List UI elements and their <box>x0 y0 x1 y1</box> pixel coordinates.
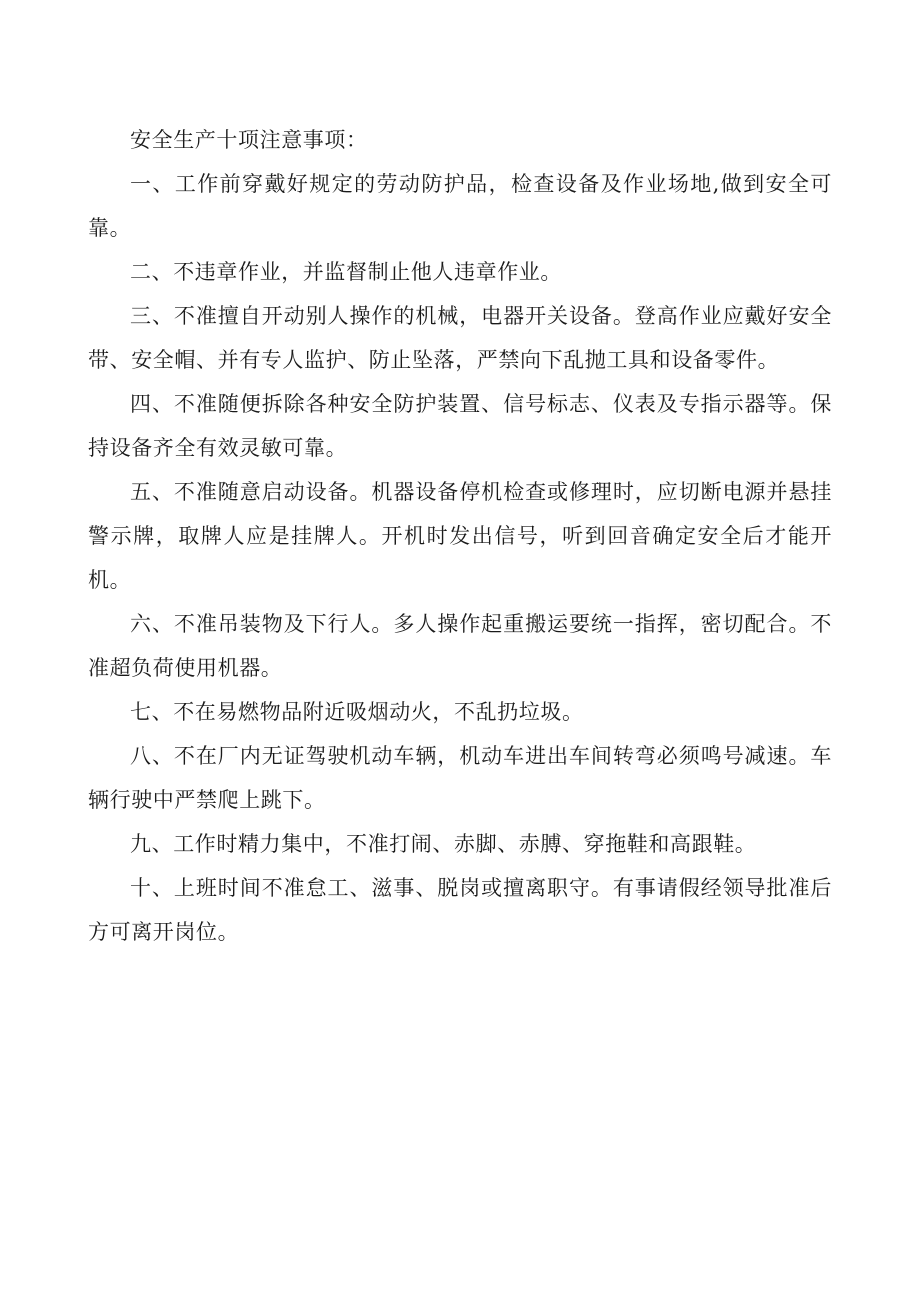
rule-item-2: 二、不违章作业，并监督制止他人违章作业。 <box>130 260 562 284</box>
rule-item-3: 三、不准擅自开动别人操作的机械，电器开关设备。登高作业应戴好安全带、安全帽、并有专人监护、防止坠落，严禁向下乱抛工具和设备零件。 <box>88 304 832 372</box>
rule-item-5: 五、不准随意启动设备。机器设备停机检查或修理时，应切断电源并悬挂警示牌，取牌人应是挂牌人。开机时发出信号，听到回音确定安全后才能开机。 <box>88 480 832 592</box>
rule-item-1: 一、工作前穿戴好规定的劳动防护品，检查设备及作业场地,做到安全可靠。 <box>88 172 832 240</box>
rule-item-4: 四、不准随便拆除各种安全防护装置、信号标志、仪表及专指示器等。保持设备齐全有效灵敏可靠。 <box>88 392 832 460</box>
rule-item-6: 六、不准吊装物及下行人。多人操作起重搬运要统一指挥，密切配合。不准超负荷使用机器。 <box>88 612 832 680</box>
rule-item-10: 十、上班时间不准怠工、滋事、脱岗或擅离职守。有事请假经领导批准后方可离开岗位。 <box>88 876 832 944</box>
rule-item-8: 八、不在厂内无证驾驶机动车辆，机动车进出车间转弯必须鸣号减速。车辆行驶中严禁爬上跳下。 <box>88 744 832 812</box>
rule-item-9: 九、工作时精力集中，不准打闹、赤脚、赤膊、穿拖鞋和高跟鞋。 <box>130 832 757 856</box>
document-page <box>88 118 832 954</box>
document-heading: 安全生产十项注意事项： <box>130 128 368 152</box>
rule-item-7: 七、不在易燃物品附近吸烟动火，不乱扔垃圾。 <box>130 700 584 724</box>
